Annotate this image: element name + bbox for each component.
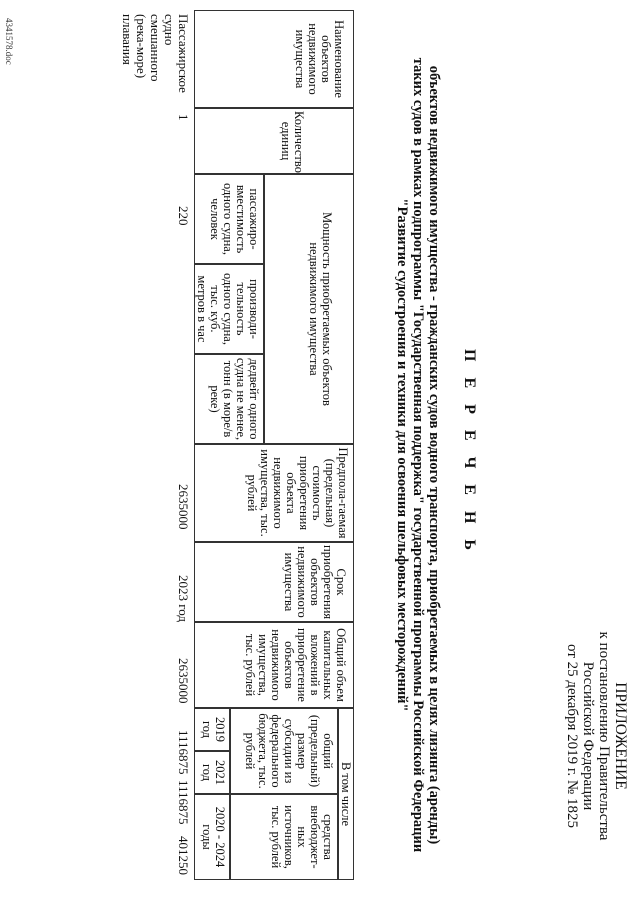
header-including: В том числе: [338, 708, 354, 880]
header-years-2020-2024: 2020 - 2024 годы: [194, 794, 230, 880]
cell-cost: 2635000: [176, 484, 191, 530]
header-subsidy: общий (предельный) размер субсидии из федерального бюджета, тыс. рублей: [230, 708, 338, 794]
cell-total-investment: 2635000: [176, 658, 191, 704]
footer-document-code: 4341578.doc: [4, 18, 14, 65]
cell-passenger: 220: [176, 206, 191, 226]
header-name: Наименование объектов недвижимого имущества: [194, 10, 354, 108]
subtitle-line-2: таких судов в рамках подпрограммы "Государственная поддержка" государственной программы Российской Федерации: [410, 57, 426, 853]
cell-quantity: 1: [176, 114, 191, 121]
cell-subsidy-2021: 1116875: [176, 780, 191, 825]
subtitle-line-3: "Развитие судостроения и техники для освоения шельфовых месторождений": [394, 198, 410, 712]
header-cost: Предпола-гаемая (предельная) стоимость приобретения объекта недвижимого имущества, тыс. рублей: [194, 444, 354, 542]
header-quantity: Количество единиц: [194, 108, 354, 174]
header-productivity: производи-тельность одного судна, тыс. куб. метров в час: [194, 264, 264, 354]
cell-term: 2023 год: [176, 575, 191, 622]
document-heading: П Е Р Е Ч Е Н Ь: [461, 349, 478, 556]
appendix-block: [564, 620, 628, 852]
cell-name: Пассажирское судно смешанного (река-море) плавания: [120, 14, 191, 93]
header-total-investment: Общий объем капитальных вложений в приобретение объектов недвижимого имущества, тыс. рублей: [194, 622, 354, 708]
header-term: Срок приобретения объектов недвижимого имущества: [194, 542, 354, 622]
appendix-title: ПРИЛОЖЕНИЕ: [612, 682, 629, 790]
header-year-2021: 2021 год: [194, 751, 230, 794]
header-capacity: Мощность приобретаемых объектов недвижимого имущества: [264, 174, 354, 444]
document-subtitle: [394, 40, 442, 870]
subtitle-line-1: объектов недвижимого имущества - гражданских судов водного транспорта, приобретаемых в целях лизинга (аренды): [426, 65, 442, 845]
appendix-line-3: от 25 декабря 2019 г. № 1825: [564, 644, 580, 828]
header-deadweight: дедвейт одного судна не менее, тонн (в море/в реке): [194, 354, 264, 444]
appendix-line-1: к постановлению Правительства: [596, 631, 612, 841]
cell-extra-budget: 401250: [176, 836, 191, 875]
cell-subsidy-2019: 1116875: [176, 730, 191, 775]
header-passenger: пассажиро-вместимость одного судна, человек: [194, 174, 264, 264]
appendix-line-2: Российской Федерации: [580, 661, 596, 811]
header-extra-budget: средства внебюджет-ных источников, тыс. рублей: [230, 794, 338, 880]
header-year-2019: 2019 год: [194, 708, 230, 751]
property-table: [26, 10, 354, 880]
